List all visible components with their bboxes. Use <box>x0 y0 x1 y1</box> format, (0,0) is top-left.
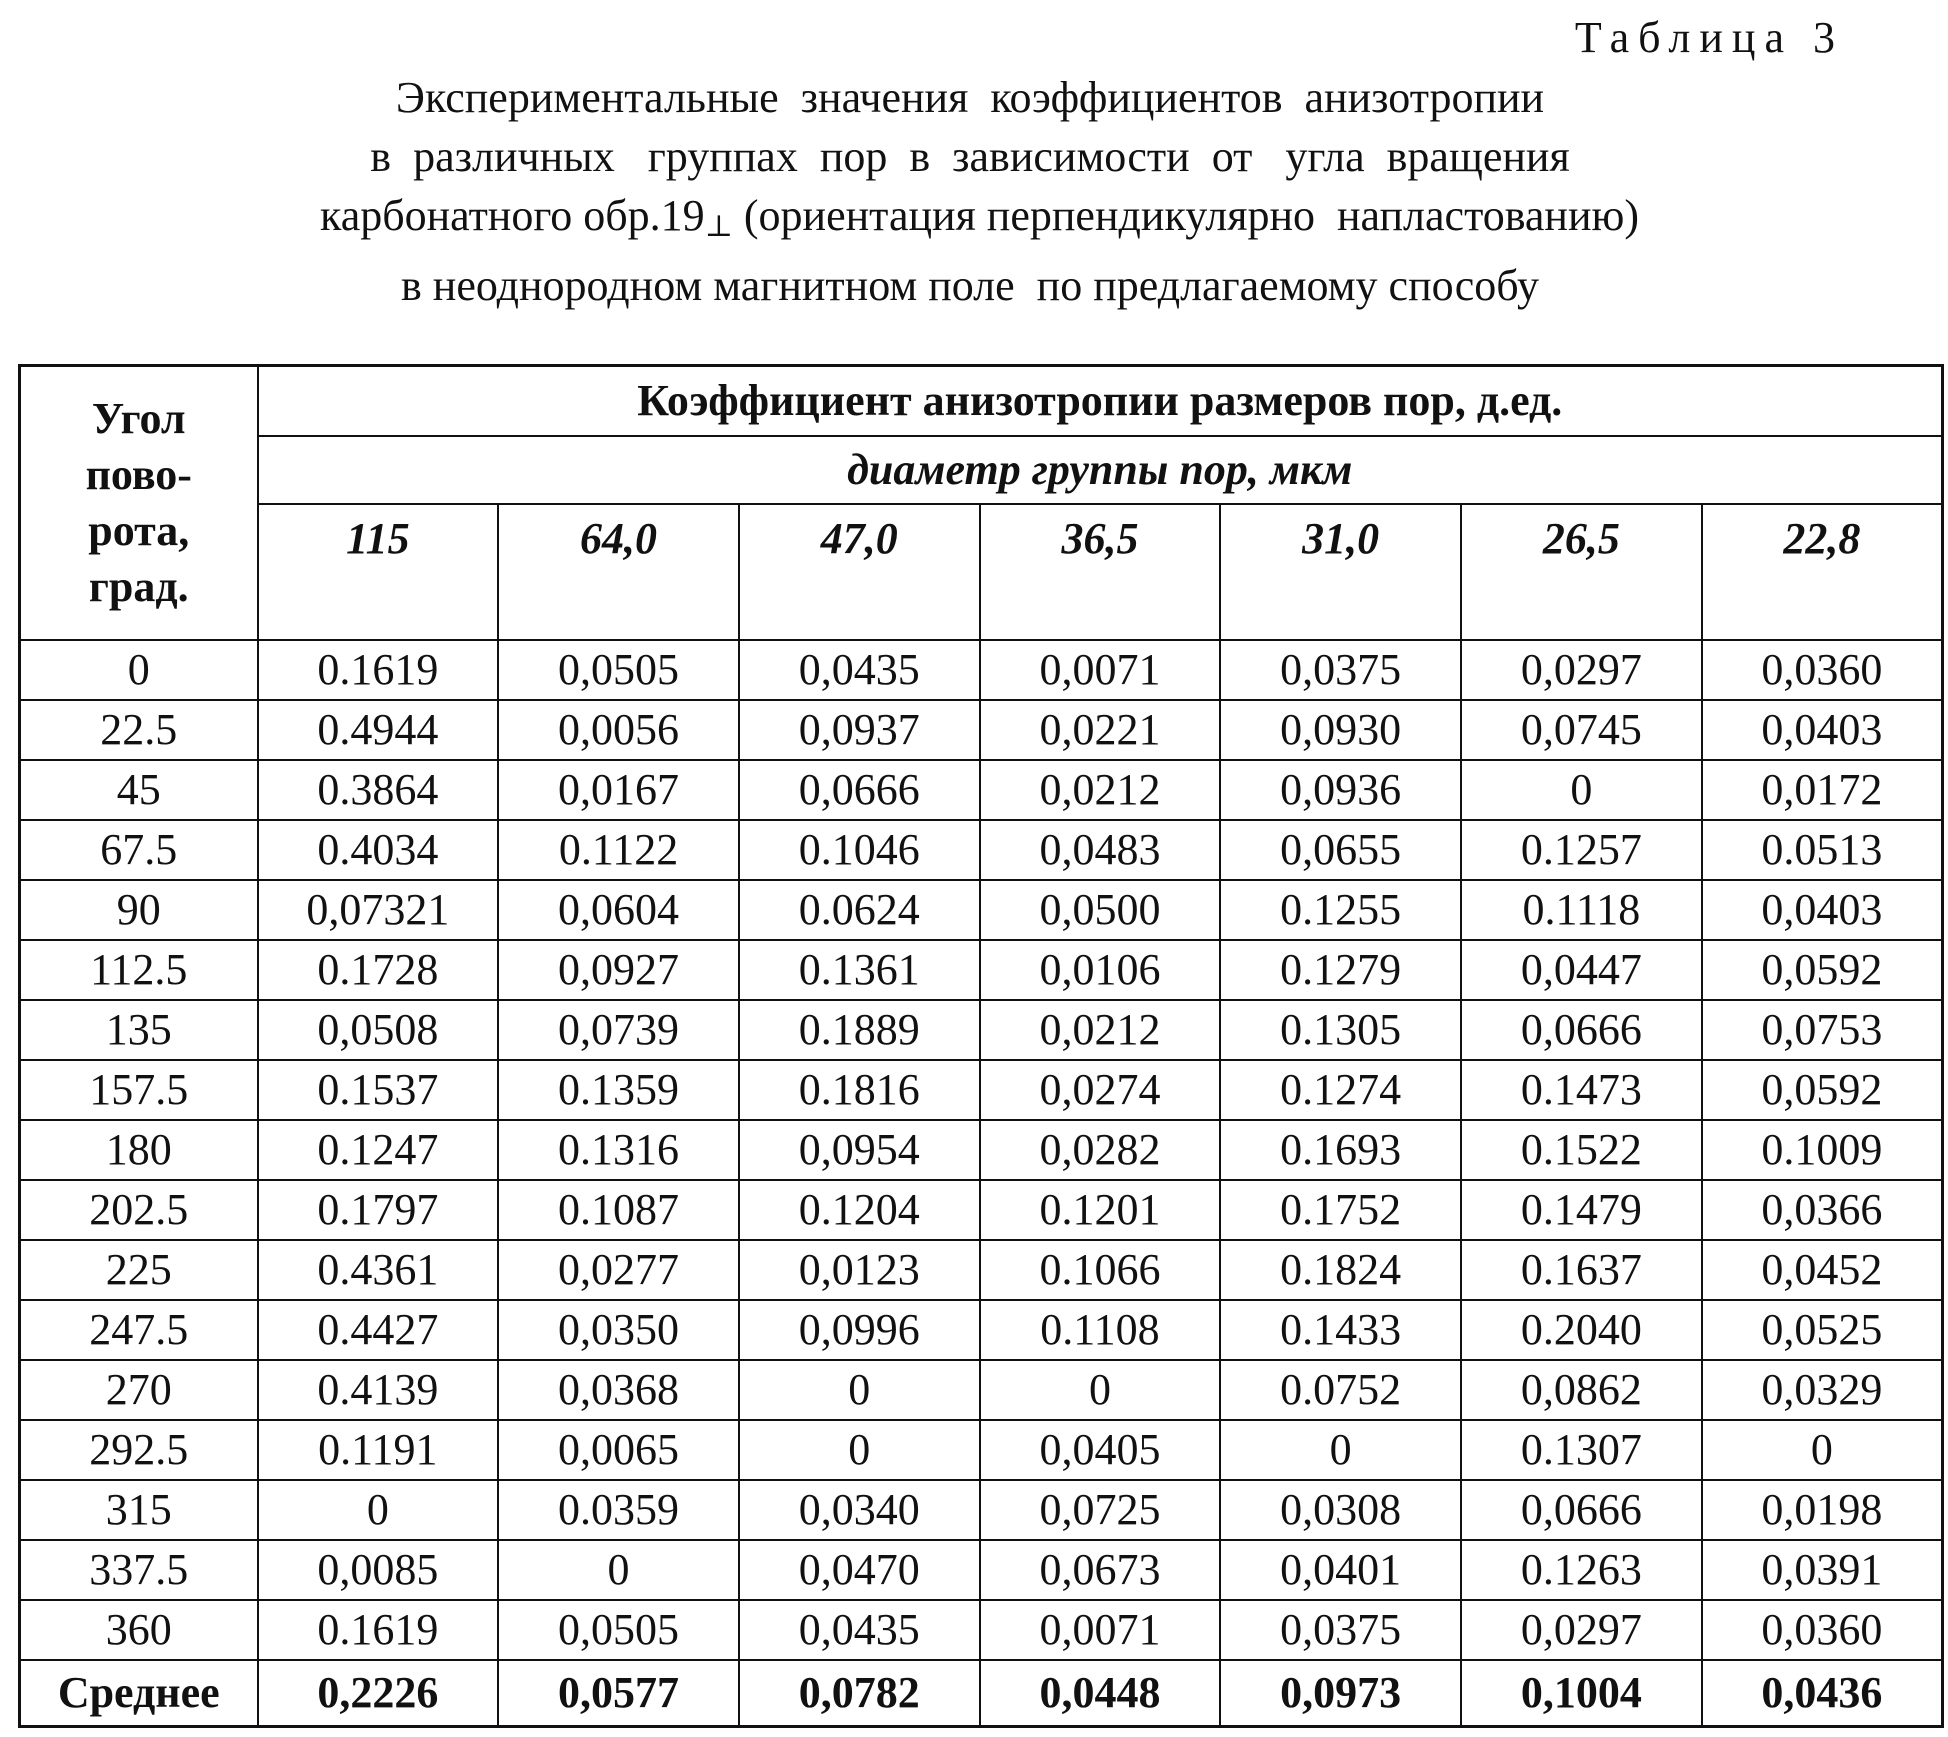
value-cell: 0,0604 <box>498 880 739 940</box>
table-row <box>20 820 1943 880</box>
value-cell: 0,0366 <box>1702 1180 1943 1240</box>
value-cell: 0,0282 <box>980 1120 1221 1180</box>
value-cell: 0,0435 <box>739 640 980 700</box>
value-cell: 0.1752 <box>1220 1180 1461 1240</box>
mean-value-cell: 0,0577 <box>498 1660 739 1727</box>
value-cell: 0.1359 <box>498 1060 739 1120</box>
value-cell: 0.1279 <box>1220 940 1461 1000</box>
table-number-label: Таблица 3 <box>1575 12 1844 64</box>
value-cell: 0.1118 <box>1461 880 1702 940</box>
angle-cell: 202.5 <box>20 1180 258 1240</box>
value-cell: 0 <box>258 1480 499 1540</box>
value-cell: 0.4139 <box>258 1360 499 1420</box>
table-row <box>20 940 1943 1000</box>
value-cell: 0.1316 <box>498 1120 739 1180</box>
value-cell: 0.1247 <box>258 1120 499 1180</box>
value-cell: 0,0508 <box>258 1000 499 1060</box>
value-cell: 0.1122 <box>498 820 739 880</box>
value-cell: 0.1637 <box>1461 1240 1702 1300</box>
table-row <box>20 1540 1943 1600</box>
table-row <box>20 1420 1943 1480</box>
value-cell: 0.3864 <box>258 760 499 820</box>
angle-cell: 247.5 <box>20 1300 258 1360</box>
table-row <box>20 760 1943 820</box>
angle-cell: 45 <box>20 760 258 820</box>
angle-column-header <box>20 366 258 641</box>
value-cell: 0.1204 <box>739 1180 980 1240</box>
table-caption <box>320 68 1620 315</box>
value-cell: 0,0071 <box>980 640 1221 700</box>
value-cell: 0,0375 <box>1220 640 1461 700</box>
value-cell: 0,0862 <box>1461 1360 1702 1420</box>
value-cell: 0.1816 <box>739 1060 980 1120</box>
diameter-column-header: 64,0 <box>498 504 739 640</box>
value-cell: 0,0172 <box>1702 760 1943 820</box>
value-cell: 0,0391 <box>1702 1540 1943 1600</box>
value-cell: 0.1009 <box>1702 1120 1943 1180</box>
angle-cell: 0 <box>20 640 258 700</box>
value-cell: 0,0212 <box>980 1000 1221 1060</box>
value-cell: 0,0401 <box>1220 1540 1461 1600</box>
value-cell: 0 <box>739 1360 980 1420</box>
value-cell: 0,0500 <box>980 880 1221 940</box>
mean-value-cell: 0,0436 <box>1702 1660 1943 1727</box>
value-cell: 0.1274 <box>1220 1060 1461 1120</box>
value-cell: 0,0085 <box>258 1540 499 1600</box>
table-row <box>20 1240 1943 1300</box>
diameter-column-header: 36,5 <box>980 504 1221 640</box>
value-cell: 0,0592 <box>1702 940 1943 1000</box>
value-cell: 0.1473 <box>1461 1060 1702 1120</box>
angle-cell: 112.5 <box>20 940 258 1000</box>
value-cell: 0,0375 <box>1220 1600 1461 1660</box>
value-cell: 0.0752 <box>1220 1360 1461 1420</box>
value-cell: 0,0673 <box>980 1540 1221 1600</box>
coefficient-header: Коэффициент анизотропии размеров пор, д.ед. <box>258 366 1943 437</box>
angle-cell: 270 <box>20 1360 258 1420</box>
value-cell: 0,0592 <box>1702 1060 1943 1120</box>
table-row <box>20 1120 1943 1180</box>
value-cell: 0,0123 <box>739 1240 980 1300</box>
value-cell: 0.1201 <box>980 1180 1221 1240</box>
diameter-column-header: 22,8 <box>1702 504 1943 640</box>
value-cell: 0,0666 <box>1461 1480 1702 1540</box>
mean-row <box>20 1660 1943 1727</box>
value-cell: 0,0666 <box>739 760 980 820</box>
value-cell: 0.1889 <box>739 1000 980 1060</box>
caption-line-3-end: (ориентация перпендикулярно напластованию) <box>733 191 1639 240</box>
value-cell: 0,0996 <box>739 1300 980 1360</box>
value-cell: 0,0505 <box>498 640 739 700</box>
value-cell: 0.1191 <box>258 1420 499 1480</box>
value-cell: 0,0483 <box>980 820 1221 880</box>
value-cell: 0,0277 <box>498 1240 739 1300</box>
value-cell: 0.1305 <box>1220 1000 1461 1060</box>
value-cell: 0.1619 <box>258 640 499 700</box>
value-cell: 0,0447 <box>1461 940 1702 1000</box>
diameter-values-row <box>20 504 1943 640</box>
value-cell: 0,0360 <box>1702 1600 1943 1660</box>
value-cell: 0,0350 <box>498 1300 739 1360</box>
value-cell: 0.1361 <box>739 940 980 1000</box>
header-row-2 <box>20 436 1943 504</box>
value-cell: 0,0655 <box>1220 820 1461 880</box>
caption-line-1: Экспериментальные значения коэффициентов анизотропии <box>320 68 1620 127</box>
value-cell: 0.1693 <box>1220 1120 1461 1180</box>
value-cell: 0,0297 <box>1461 1600 1702 1660</box>
caption-line-4: в неоднородном магнитном поле по предлагаемому способу <box>320 256 1620 315</box>
value-cell: 0.0359 <box>498 1480 739 1540</box>
value-cell: 0,0274 <box>980 1060 1221 1120</box>
value-cell: 0.1479 <box>1461 1180 1702 1240</box>
value-cell: 0 <box>1220 1420 1461 1480</box>
value-cell: 0,0666 <box>1461 1000 1702 1060</box>
value-cell: 0,0435 <box>739 1600 980 1660</box>
table-row <box>20 700 1943 760</box>
value-cell: 0,0927 <box>498 940 739 1000</box>
angle-cell: 337.5 <box>20 1540 258 1600</box>
value-cell: 0,0505 <box>498 1600 739 1660</box>
value-cell: 0,0725 <box>980 1480 1221 1540</box>
table-row <box>20 1000 1943 1060</box>
angle-cell: 180 <box>20 1120 258 1180</box>
value-cell: 0.2040 <box>1461 1300 1702 1360</box>
angle-cell: 292.5 <box>20 1420 258 1480</box>
angle-header-line: Угол <box>21 391 257 447</box>
value-cell: 0,0403 <box>1702 880 1943 940</box>
caption-line-3-start: карбонатного обр.19 <box>320 191 705 240</box>
value-cell: 0.1257 <box>1461 820 1702 880</box>
value-cell: 0.4034 <box>258 820 499 880</box>
value-cell: 0,0753 <box>1702 1000 1943 1060</box>
angle-header-line: град. <box>21 559 257 615</box>
table-row <box>20 640 1943 700</box>
mean-value-cell: 0,2226 <box>258 1660 499 1727</box>
value-cell: 0.1046 <box>739 820 980 880</box>
value-cell: 0,0470 <box>739 1540 980 1600</box>
value-cell: 0.1433 <box>1220 1300 1461 1360</box>
value-cell: 0.1522 <box>1461 1120 1702 1180</box>
diameter-column-header: 115 <box>258 504 499 640</box>
value-cell: 0,0937 <box>739 700 980 760</box>
value-cell: 0,0297 <box>1461 640 1702 700</box>
angle-header-line: рота, <box>21 503 257 559</box>
diameter-column-header: 26,5 <box>1461 504 1702 640</box>
angle-cell: 157.5 <box>20 1060 258 1120</box>
value-cell: 0.1307 <box>1461 1420 1702 1480</box>
value-cell: 0,0056 <box>498 700 739 760</box>
value-cell: 0.1108 <box>980 1300 1221 1360</box>
value-cell: 0,0167 <box>498 760 739 820</box>
value-cell: 0.4944 <box>258 700 499 760</box>
value-cell: 0 <box>1702 1420 1943 1480</box>
caption-line-2: в различных группах пор в зависимости от угла вращения <box>320 127 1620 186</box>
value-cell: 0.1263 <box>1461 1540 1702 1600</box>
value-cell: 0,0936 <box>1220 760 1461 820</box>
value-cell: 0.1728 <box>258 940 499 1000</box>
value-cell: 0.1537 <box>258 1060 499 1120</box>
value-cell: 0,0930 <box>1220 700 1461 760</box>
value-cell: 0,07321 <box>258 880 499 940</box>
mean-value-cell: 0,0448 <box>980 1660 1221 1727</box>
table-row <box>20 1600 1943 1660</box>
value-cell: 0,0368 <box>498 1360 739 1420</box>
angle-cell: 90 <box>20 880 258 940</box>
value-cell: 0,0071 <box>980 1600 1221 1660</box>
value-cell: 0,0403 <box>1702 700 1943 760</box>
value-cell: 0,0360 <box>1702 640 1943 700</box>
value-cell: 0.0513 <box>1702 820 1943 880</box>
angle-cell: 315 <box>20 1480 258 1540</box>
value-cell: 0,0212 <box>980 760 1221 820</box>
value-cell: 0.1619 <box>258 1600 499 1660</box>
value-cell: 0,0340 <box>739 1480 980 1540</box>
mean-value-cell: 0,0973 <box>1220 1660 1461 1727</box>
value-cell: 0.0624 <box>739 880 980 940</box>
anisotropy-table <box>18 364 1944 1728</box>
diameter-column-header: 47,0 <box>739 504 980 640</box>
value-cell: 0.1797 <box>258 1180 499 1240</box>
value-cell: 0,0198 <box>1702 1480 1943 1540</box>
table-row <box>20 1180 1943 1240</box>
table-row <box>20 1480 1943 1540</box>
value-cell: 0,0739 <box>498 1000 739 1060</box>
diameter-header: диаметр группы пор, мкм <box>258 436 1943 504</box>
value-cell: 0,0308 <box>1220 1480 1461 1540</box>
diameter-column-header: 31,0 <box>1220 504 1461 640</box>
value-cell: 0,0065 <box>498 1420 739 1480</box>
angle-cell: 67.5 <box>20 820 258 880</box>
table-row <box>20 880 1943 940</box>
mean-value-cell: 0,1004 <box>1461 1660 1702 1727</box>
perpendicular-symbol: ⊥ <box>705 210 733 243</box>
value-cell: 0,0452 <box>1702 1240 1943 1300</box>
value-cell: 0,0405 <box>980 1420 1221 1480</box>
angle-cell: 135 <box>20 1000 258 1060</box>
value-cell: 0,0329 <box>1702 1360 1943 1420</box>
angle-cell: 225 <box>20 1240 258 1300</box>
value-cell: 0,0954 <box>739 1120 980 1180</box>
value-cell: 0.1824 <box>1220 1240 1461 1300</box>
value-cell: 0 <box>739 1420 980 1480</box>
caption-line-3 <box>320 186 1620 256</box>
value-cell: 0.1066 <box>980 1240 1221 1300</box>
value-cell: 0.4427 <box>258 1300 499 1360</box>
angle-cell: 22.5 <box>20 700 258 760</box>
value-cell: 0,0525 <box>1702 1300 1943 1360</box>
value-cell: 0 <box>1461 760 1702 820</box>
table-row <box>20 1060 1943 1120</box>
angle-header-line: пово- <box>21 447 257 503</box>
mean-label-cell: Среднее <box>20 1660 258 1727</box>
table-row <box>20 1300 1943 1360</box>
header-row-1 <box>20 366 1943 437</box>
angle-cell: 360 <box>20 1600 258 1660</box>
mean-value-cell: 0,0782 <box>739 1660 980 1727</box>
value-cell: 0,0221 <box>980 700 1221 760</box>
value-cell: 0,0745 <box>1461 700 1702 760</box>
value-cell: 0.4361 <box>258 1240 499 1300</box>
value-cell: 0.1087 <box>498 1180 739 1240</box>
value-cell: 0 <box>498 1540 739 1600</box>
value-cell: 0 <box>980 1360 1221 1420</box>
value-cell: 0,0106 <box>980 940 1221 1000</box>
table-row <box>20 1360 1943 1420</box>
value-cell: 0.1255 <box>1220 880 1461 940</box>
